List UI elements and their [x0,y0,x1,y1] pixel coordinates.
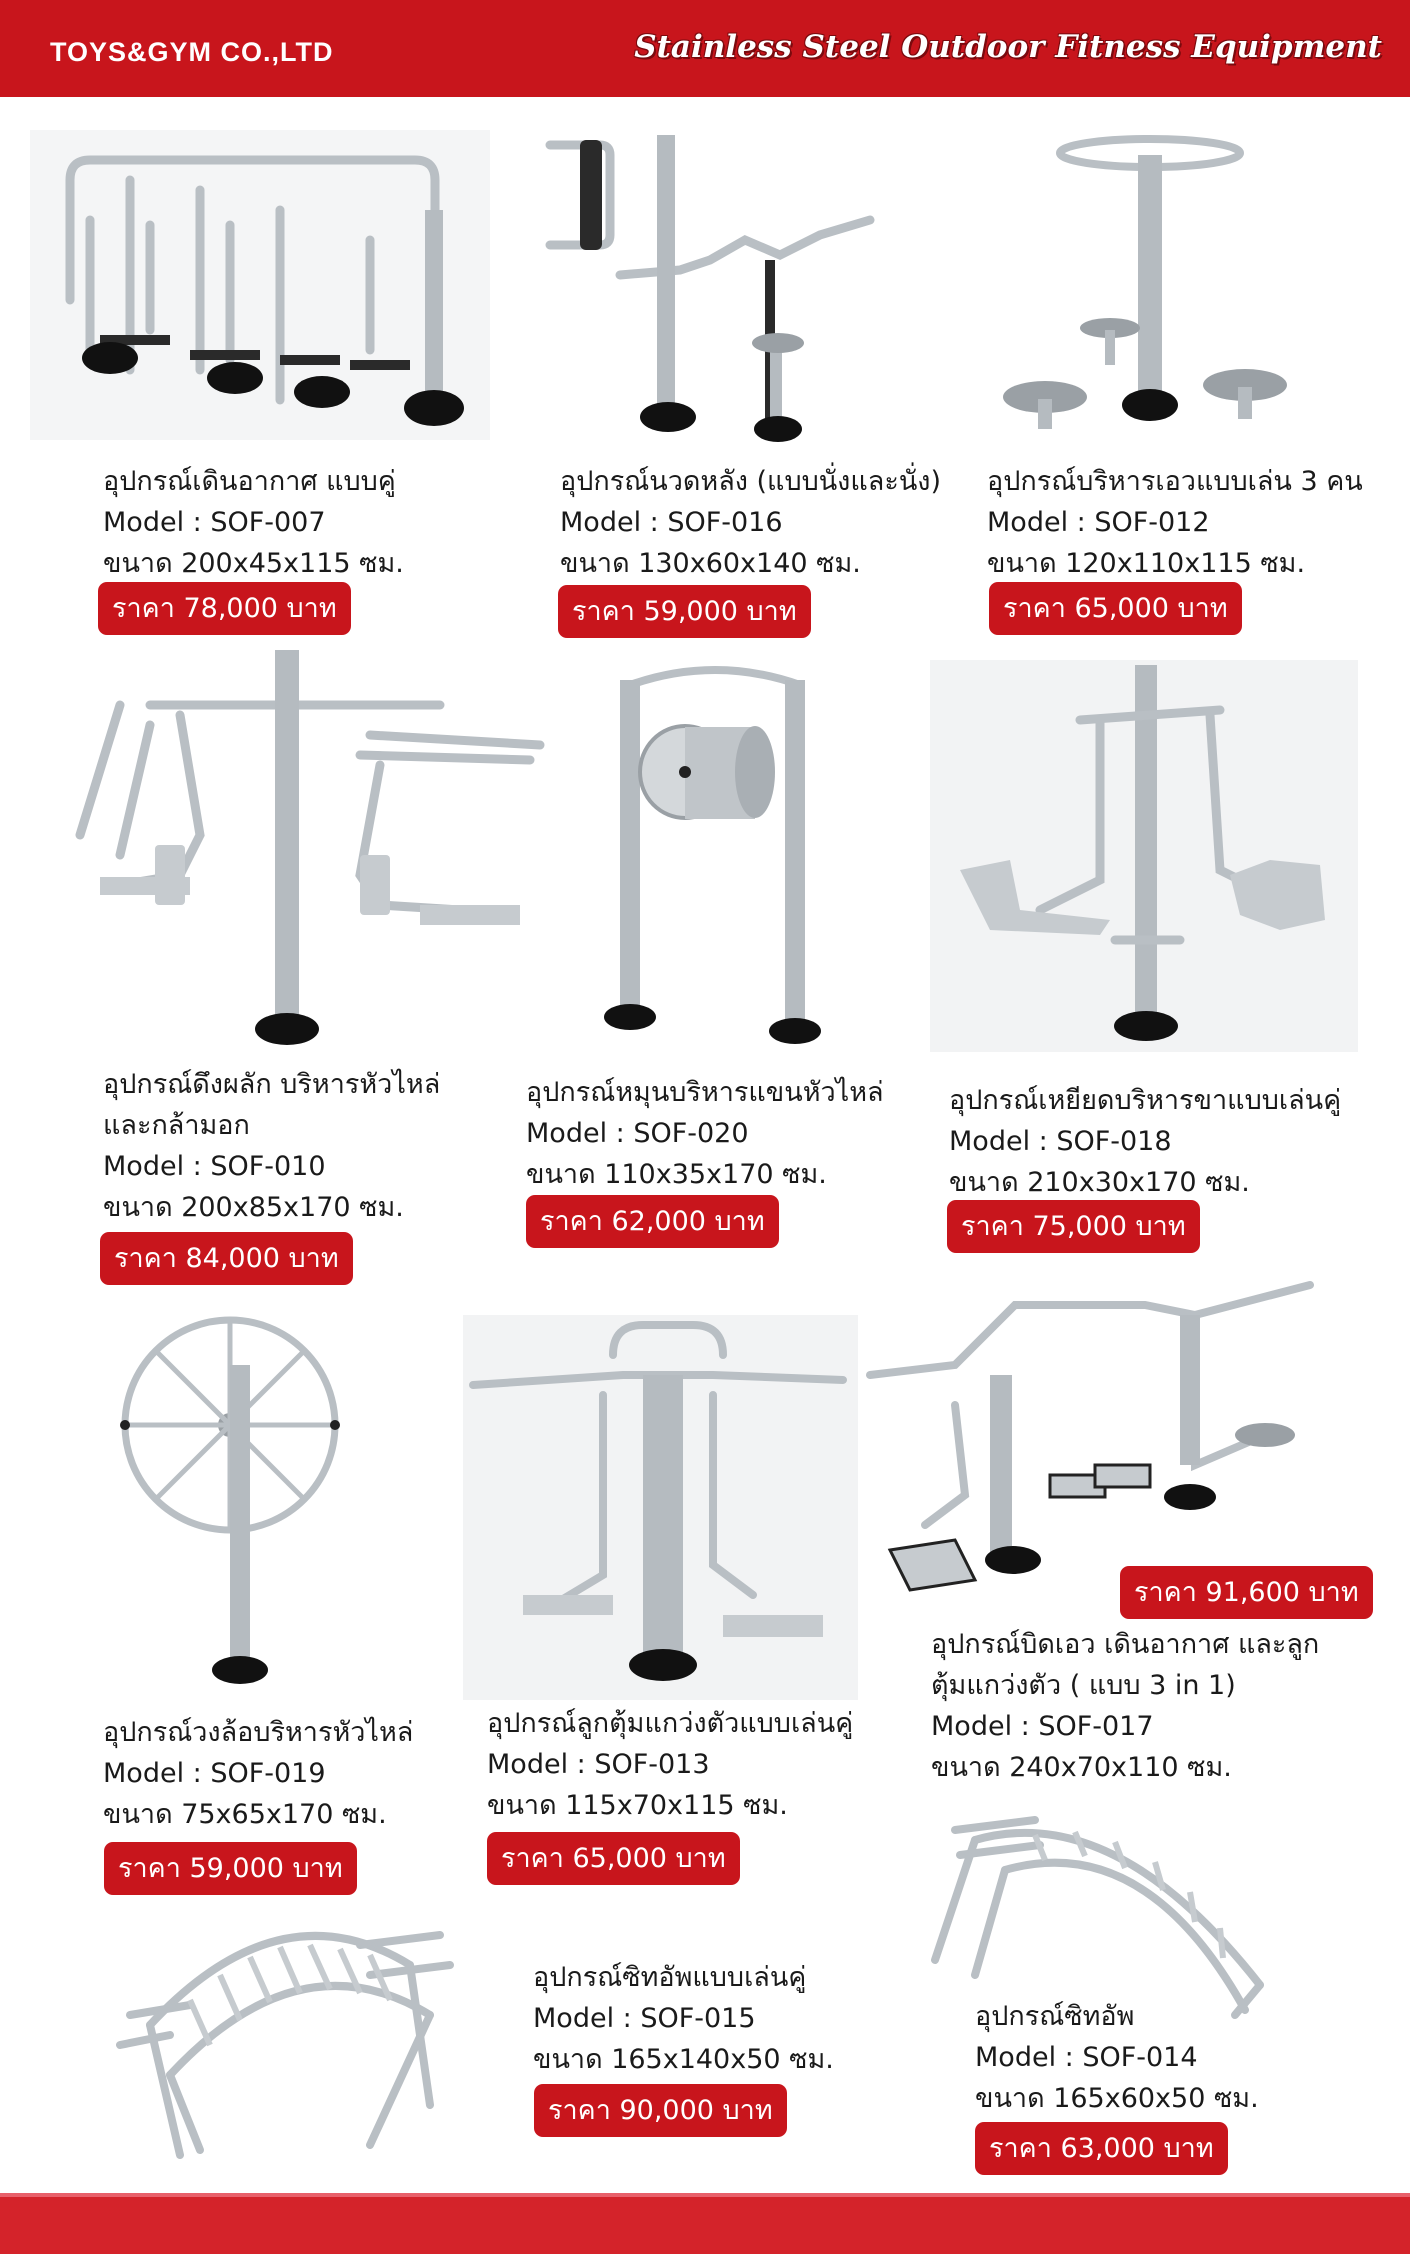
product-name-cont: และกล้ามอก [103,1110,250,1141]
product-size: ขนาด 75x65x170 ซม. [103,1799,387,1830]
page-header [0,0,1410,97]
product-info-sof-020 [526,1072,884,1195]
product-name: อุปกรณ์หมุนบริหารแขนหัวไหล่ [526,1077,884,1108]
product-image-sof-013 [463,1315,858,1700]
product-name: อุปกรณ์เดินอากาศ แบบคู่ [103,466,396,497]
product-image-sof-019 [110,1305,360,1690]
product-model: Model : SOF-010 [103,1151,326,1182]
price-badge: ราคา 78,000 บาท [98,582,351,635]
product-size: ขนาด 240x70x110 ซม. [931,1752,1232,1783]
product-info-sof-013 [487,1703,853,1826]
product-image-sof-018 [930,660,1358,1052]
product-image-sof-007 [30,130,490,440]
price-badge: ราคา 65,000 บาท [989,582,1242,635]
product-size: ขนาด 200x85x170 ซม. [103,1192,404,1223]
price-badge: ราคา 63,000 บาท [975,2122,1228,2175]
product-info-sof-014 [975,1996,1259,2119]
price-badge: ราคา 84,000 บาท [100,1232,353,1285]
product-info-sof-007 [103,461,404,584]
product-model: Model : SOF-017 [931,1711,1154,1742]
product-size: ขนาด 200x45x115 ซม. [103,548,404,579]
product-image-sof-012 [990,125,1330,435]
price-badge: ราคา 65,000 บาท [487,1832,740,1885]
product-name: อุปกรณ์เหยียดบริหารขาแบบเล่นคู่ [949,1085,1342,1116]
product-size: ขนาด 120x110x115 ซม. [987,548,1306,579]
product-image-sof-014 [915,1810,1280,2025]
price-badge: ราคา 62,000 บาท [526,1195,779,1248]
company-name: TOYS&GYM CO.,LTD [50,37,334,67]
product-name: อุปกรณ์ซิทอัพแบบเล่นคู่ [533,1962,807,1993]
product-image-sof-017 [865,1265,1330,1595]
product-size: ขนาด 130x60x140 ซม. [560,548,861,579]
product-name: อุปกรณ์บิดเอว เดินอากาศ และลูก [931,1629,1320,1660]
price-badge: ราคา 59,000 บาท [104,1842,357,1895]
product-name: อุปกรณ์บริหารเอวแบบเล่น 3 คน [987,466,1363,497]
product-model: Model : SOF-020 [526,1118,749,1149]
price-badge: ราคา 90,000 บาท [534,2084,787,2137]
product-model: Model : SOF-007 [103,507,326,538]
product-name: อุปกรณ์วงล้อบริหารหัวไหล่ [103,1717,414,1748]
product-model: Model : SOF-016 [560,507,783,538]
product-model: Model : SOF-013 [487,1749,710,1780]
product-model: Model : SOF-019 [103,1758,326,1789]
product-image-sof-016 [540,125,880,445]
product-info-sof-012 [987,461,1363,584]
product-image-sof-020 [600,665,830,1045]
product-name: อุปกรณ์ซิทอัพ [975,2001,1135,2032]
product-size: ขนาด 165x60x50 ซม. [975,2083,1259,2114]
product-info-sof-017 [931,1624,1319,1788]
product-image-sof-010 [60,645,560,1045]
price-badge: ราคา 59,000 บาท [558,585,811,638]
product-size: ขนาด 110x35x170 ซม. [526,1159,827,1190]
product-name-cont: ตุ้มแกว่งตัว ( แบบ 3 in 1) [931,1670,1236,1701]
product-info-sof-019 [103,1712,413,1835]
product-model: Model : SOF-018 [949,1126,1172,1157]
product-name: อุปกรณ์ดึงผลัก บริหารหัวไหล่ [103,1069,441,1100]
price-badge: ราคา 75,000 บาท [947,1200,1200,1253]
product-name: อุปกรณ์ลูกตุ้มแกว่งตัวแบบเล่นคู่ [487,1708,854,1739]
product-model: Model : SOF-014 [975,2042,1198,2073]
product-model: Model : SOF-015 [533,2003,756,2034]
product-size: ขนาด 115x70x115 ซม. [487,1790,788,1821]
product-image-sof-015 [110,1905,510,2165]
product-name: อุปกรณ์นวดหลัง (แบบนั่งและนั่ง) [560,466,941,497]
product-model: Model : SOF-012 [987,507,1210,538]
price-badge: ราคา 91,600 บาท [1120,1566,1373,1619]
product-info-sof-010 [103,1064,440,1228]
page-footer-bar [0,2193,1410,2254]
product-info-sof-018 [949,1080,1341,1203]
product-size: ขนาด 165x140x50 ซม. [533,2044,834,2075]
product-info-sof-015 [533,1957,834,2080]
catalog-tagline: Stainless Steel Outdoor Fitness Equipment [634,29,1382,65]
product-size: ขนาด 210x30x170 ซม. [949,1167,1250,1198]
product-info-sof-016 [560,461,941,584]
